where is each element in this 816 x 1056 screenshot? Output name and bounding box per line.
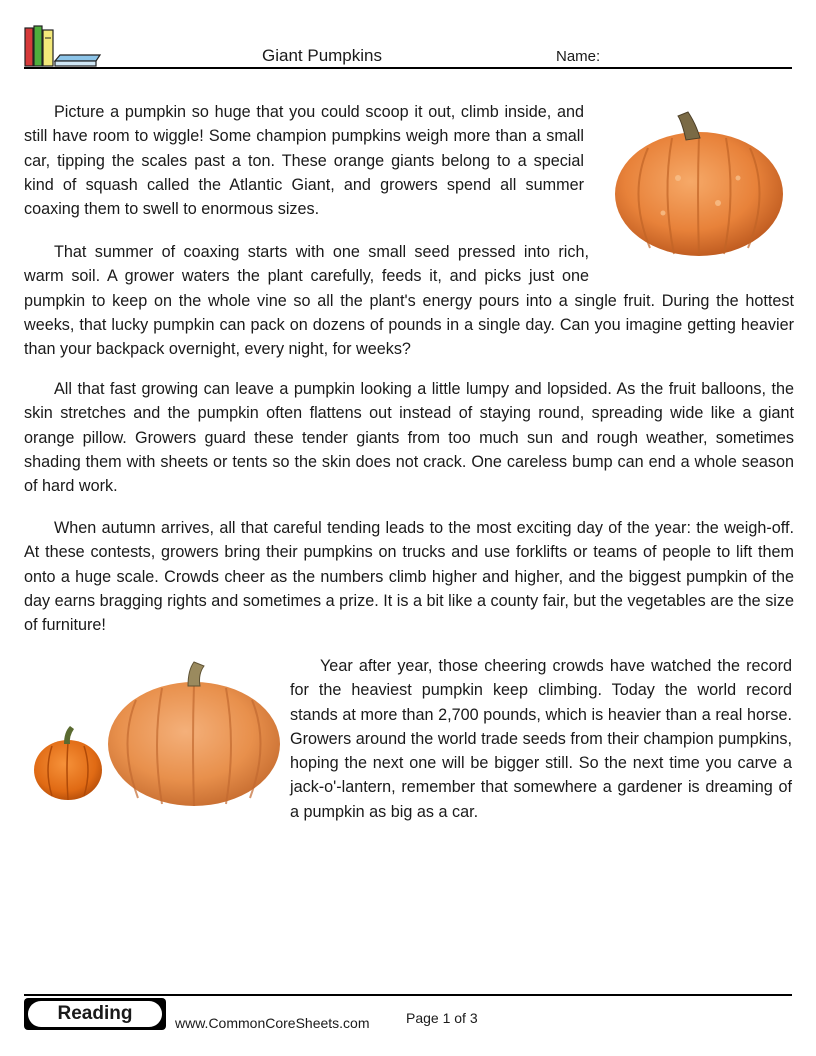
paragraph-4: When autumn arrives, all that careful tending leads to the most exciting day of the year: the weigh-off. At these contests, growers bring their pumpkins on trucks and use forklifts or teams of people to lift them onto a huge scale. Crowds cheer as the numbers climb higher and higher, and the biggest pumpkin of the day earns bragging rights and sometimes a prize. It is a bit like a county fair, but the vegetables are the size of furniture! xyxy=(24,519,794,635)
worksheet-title: Giant Pumpkins xyxy=(262,46,382,65)
paragraph-5: Year after year, those cheering crowds have watched the record for the heaviest pumpkin keep climbing. Today the world record stands at more than 2,700 pounds, which is heavier than a real horse. Growers around the world trade seeds from their champion pumpkins, hoping the next one will be bigger still. So the next time you carve a jack-o'-lantern, remember that somewhere a gardener is dreaming of a pumpkin as big as a car. xyxy=(290,657,792,821)
header-divider xyxy=(24,67,792,69)
books-icon xyxy=(24,24,104,68)
footer-divider xyxy=(24,994,792,996)
name-label: Name: xyxy=(556,48,601,65)
reading-badge-label: Reading xyxy=(28,1001,162,1027)
paragraph-3: All that fast growing can leave a pumpkin looking a little lumpy and lopsided. As the fruit balloons, the skin stretches and the pumpkin often flattens out instead of staying round, spreading wide like a giant orange pillow. Growers guard these tender giants from too much sun and rough weather, sometimes shading them with sheets or tents so the skin does not crack. One careless bump can end a whole season of hard work. xyxy=(24,380,794,496)
page-number: Page 1 of 3 xyxy=(406,1010,478,1026)
paragraph-1: Picture a pumpkin so huge that you could scoop it out, climb inside, and still have room to wiggle! Some champion pumpkins weigh more than a small car, tipping the scales past a ton. These orange giants belong to a special kind of squash called the Atlantic Giant, and growers spend all summer coaxing them to swell to enormous sizes. xyxy=(24,103,584,219)
paragraph-2-text: That summer of coaxing starts with one small seed pressed into rich, warm soil. A grower waters the plant carefully, feeds it, and picks just one pumpkin to keep on the whole vine so all the plant's energy pours into a single fruit. During the hottest weeks, that lucky pumpkin can pack on dozens of pounds in a single day. Can you imagine getting heavier than your backpack overnight, every night, for weeks? xyxy=(24,243,794,359)
paragraph-2 xyxy=(24,240,794,361)
worksheet-header xyxy=(24,22,792,70)
reading-badge xyxy=(24,998,166,1030)
image-wrap-spacer xyxy=(589,240,794,286)
pumpkin-photo xyxy=(608,108,790,260)
site-link[interactable]: www.CommonCoreSheets.com xyxy=(175,1015,370,1031)
small-and-giant-pumpkin-photo xyxy=(28,660,284,812)
